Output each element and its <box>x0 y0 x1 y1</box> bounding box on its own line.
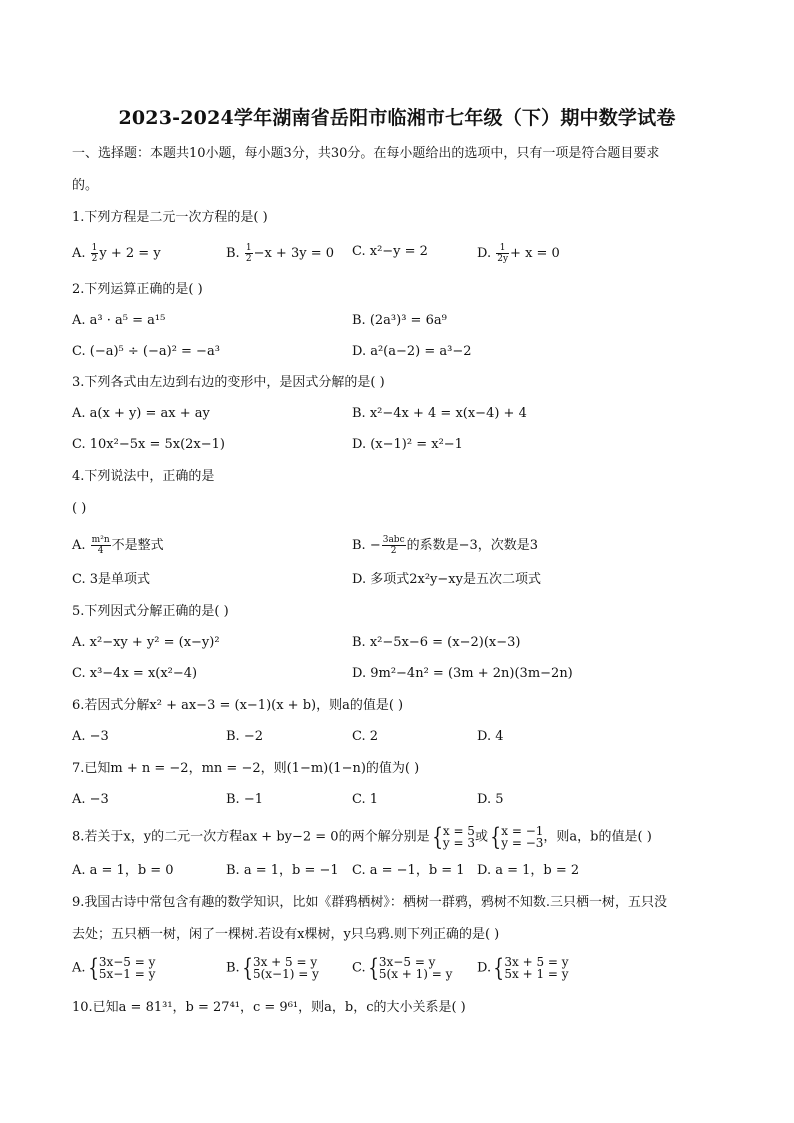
q1-d-den: 2y <box>497 254 509 264</box>
q2-option-a: A. a³ · a⁵ = a¹⁵ <box>72 313 166 328</box>
q8-option-b: B. a = 1，b = −1 <box>226 863 339 878</box>
q9-option-a <box>72 956 155 980</box>
q9-c-top: 3x−5 = y <box>378 955 436 969</box>
q9-c-brace: { <box>367 954 379 982</box>
q4-a-label: A. <box>72 538 86 553</box>
q1-stem: 1.下列方程是二元一次方程的是( ) <box>72 210 268 225</box>
q9-b-system <box>253 956 319 980</box>
q1-a-rest: y + 2 = y <box>99 246 161 261</box>
q7-option-d: D. 5 <box>477 792 504 807</box>
q1-d-rest: + x = 0 <box>510 246 560 261</box>
q9-c-label: C. <box>352 960 366 976</box>
q9-d-label: D. <box>477 960 492 976</box>
q4-b-rest: 的系数是−3，次数是3 <box>406 538 539 553</box>
q8-solution-1 <box>443 825 475 849</box>
q9-d-brace: { <box>493 954 505 982</box>
q1-b-rest: −x + 3y = 0 <box>253 246 334 261</box>
q2-option-c: C. (−a)⁵ ÷ (−a)² = −a³ <box>72 344 220 359</box>
q3-option-c: C. 10x²−5x = 5x(2x−1) <box>72 437 225 452</box>
q6-option-a: A. −3 <box>72 729 109 744</box>
q5-option-c: C. x³−4x = x(x²−4) <box>72 666 198 681</box>
q9-option-c <box>352 956 452 980</box>
section-instructions-line2: 的。 <box>72 178 99 193</box>
q6-stem: 6.若因式分解x² + ax−3 = (x−1)(x + b)，则a的值是( ) <box>72 698 404 713</box>
q8-stem-post: ，则a，b的值是( ) <box>543 829 652 845</box>
q4-option-a <box>72 535 164 556</box>
q9-stem-line1: 9.我国古诗中常包含有趣的数学知识，比如《群鸦栖树》：栖树一群鸦，鸦树不知数.三只栖一树，五只没 <box>72 895 668 910</box>
q8-brace-1: { <box>431 823 443 851</box>
q1-option-b <box>226 243 334 264</box>
q9-a-system <box>99 956 156 980</box>
q4-b-fraction <box>382 535 406 556</box>
q1-a-label: A. <box>72 246 86 261</box>
q3-option-a: A. a(x + y) = ax + ay <box>72 406 210 421</box>
q1-option-c: C. x²−y = 2 <box>352 244 428 259</box>
q1-a-den: 2 <box>91 254 98 264</box>
q1-a-fraction <box>91 243 99 264</box>
q1-b-num: 1 <box>245 243 252 253</box>
q8-sol2-bot: y = −3 <box>501 836 544 850</box>
q9-stem-line2: 去处；五只栖一树，闲了一棵树.若设有x棵树，y只乌鸦.则下列正确的是( ) <box>72 927 500 942</box>
q6-option-d: D. 4 <box>477 729 504 744</box>
q9-a-brace: { <box>87 954 99 982</box>
q2-option-d: D. a²(a−2) = a³−2 <box>352 344 472 359</box>
q9-b-bot: 5(x−1) = y <box>252 967 319 981</box>
q8-stem-pre: 8.若关于x，y的二元一次方程ax + by−2 = 0的两个解分别是 <box>72 829 430 845</box>
q4-option-c: C. 3是单项式 <box>72 572 151 587</box>
q5-stem: 5.下列因式分解正确的是( ) <box>72 604 229 619</box>
q9-a-bot: 5x−1 = y <box>98 967 156 981</box>
q1-b-fraction <box>245 243 253 264</box>
q7-option-a: A. −3 <box>72 792 109 807</box>
q9-a-top: 3x−5 = y <box>98 955 156 969</box>
q4-a-den: 4 <box>97 546 104 556</box>
q2-option-b: B. (2a³)³ = 6a⁹ <box>352 313 447 328</box>
q9-a-label: A. <box>72 960 86 976</box>
q8-sol2-top: x = −1 <box>501 824 544 838</box>
q3-option-b: B. x²−4x + 4 = x(x−4) + 4 <box>352 406 527 421</box>
q1-b-label: B. <box>226 246 240 261</box>
q8-or: 或 <box>474 829 488 845</box>
q9-c-bot: 5(x + 1) = y <box>378 967 453 981</box>
q3-option-d: D. (x−1)² = x²−1 <box>352 437 463 452</box>
q8-solution-2 <box>501 825 543 849</box>
q8-option-c: C. a = −1，b = 1 <box>352 863 465 878</box>
q5-option-a: A. x²−xy + y² = (x−y)² <box>72 635 220 650</box>
q9-b-brace: { <box>241 954 253 982</box>
q9-d-top: 3x + 5 = y <box>504 955 569 969</box>
page-title: 2023-2024学年湖南省岳阳市临湘市七年级（下）期中数学试卷 <box>118 107 676 129</box>
q1-d-num: 1 <box>496 243 509 254</box>
q1-option-d <box>477 243 560 264</box>
q5-option-d: D. 9m²−4n² = (3m + 2n)(3m−2n) <box>352 666 573 681</box>
q1-b-den: 2 <box>245 254 252 264</box>
q4-b-label: B. − <box>352 538 381 553</box>
q2-stem: 2.下列运算正确的是( ) <box>72 282 203 297</box>
q8-sol1-bot: y = 3 <box>442 836 475 850</box>
q9-d-bot: 5x + 1 = y <box>504 967 569 981</box>
q1-d-label: D. <box>477 246 492 261</box>
q4-b-den: 2 <box>390 546 397 556</box>
q8-sol1-top: x = 5 <box>442 824 475 838</box>
q4-a-rest: 不是整式 <box>111 538 164 553</box>
q6-option-c: C. 2 <box>352 729 379 744</box>
q4-paren: ( ) <box>72 501 87 516</box>
q8-option-d: D. a = 1，b = 2 <box>477 863 580 878</box>
q8-option-a: A. a = 1，b = 0 <box>72 863 174 878</box>
q8-stem <box>72 825 652 849</box>
q6-option-b: B. −2 <box>226 729 263 744</box>
q4-option-d: D. 多项式2x²y−xy是五次二项式 <box>352 572 541 587</box>
section-instructions-line1: 一、选择题：本题共10小题，每小题3分，共30分。在每小题给出的选项中，只有一项是符合题目要求 <box>72 146 660 161</box>
q1-d-fraction <box>496 243 509 264</box>
q9-b-label: B. <box>226 960 240 976</box>
q10-stem: 10.已知a = 81³¹，b = 27⁴¹，c = 9⁶¹，则a，b，c的大小关系是( ) <box>72 1000 466 1015</box>
q5-option-b: B. x²−5x−6 = (x−2)(x−3) <box>352 635 521 650</box>
q4-a-num: m²n <box>91 535 110 545</box>
q7-option-b: B. −1 <box>226 792 263 807</box>
q4-stem: 4.下列说法中，正确的是 <box>72 469 215 484</box>
q7-stem: 7.已知m + n = −2，mn = −2，则(1−m)(1−n)的值为( ) <box>72 761 420 776</box>
q9-c-system <box>379 956 453 980</box>
q4-b-num: 3abc <box>382 535 405 545</box>
q7-option-c: C. 1 <box>352 792 379 807</box>
q3-stem: 3.下列各式由左边到右边的变形中，是因式分解的是( ) <box>72 375 385 390</box>
q8-brace-2: { <box>490 823 501 851</box>
q9-option-d <box>477 956 569 980</box>
q9-option-b <box>226 956 319 980</box>
q1-option-a <box>72 243 161 264</box>
q4-a-fraction <box>91 535 111 556</box>
q1-a-num: 1 <box>91 243 98 253</box>
q4-option-b <box>352 535 538 556</box>
q9-d-system <box>504 956 568 980</box>
q9-b-top: 3x + 5 = y <box>252 955 318 969</box>
